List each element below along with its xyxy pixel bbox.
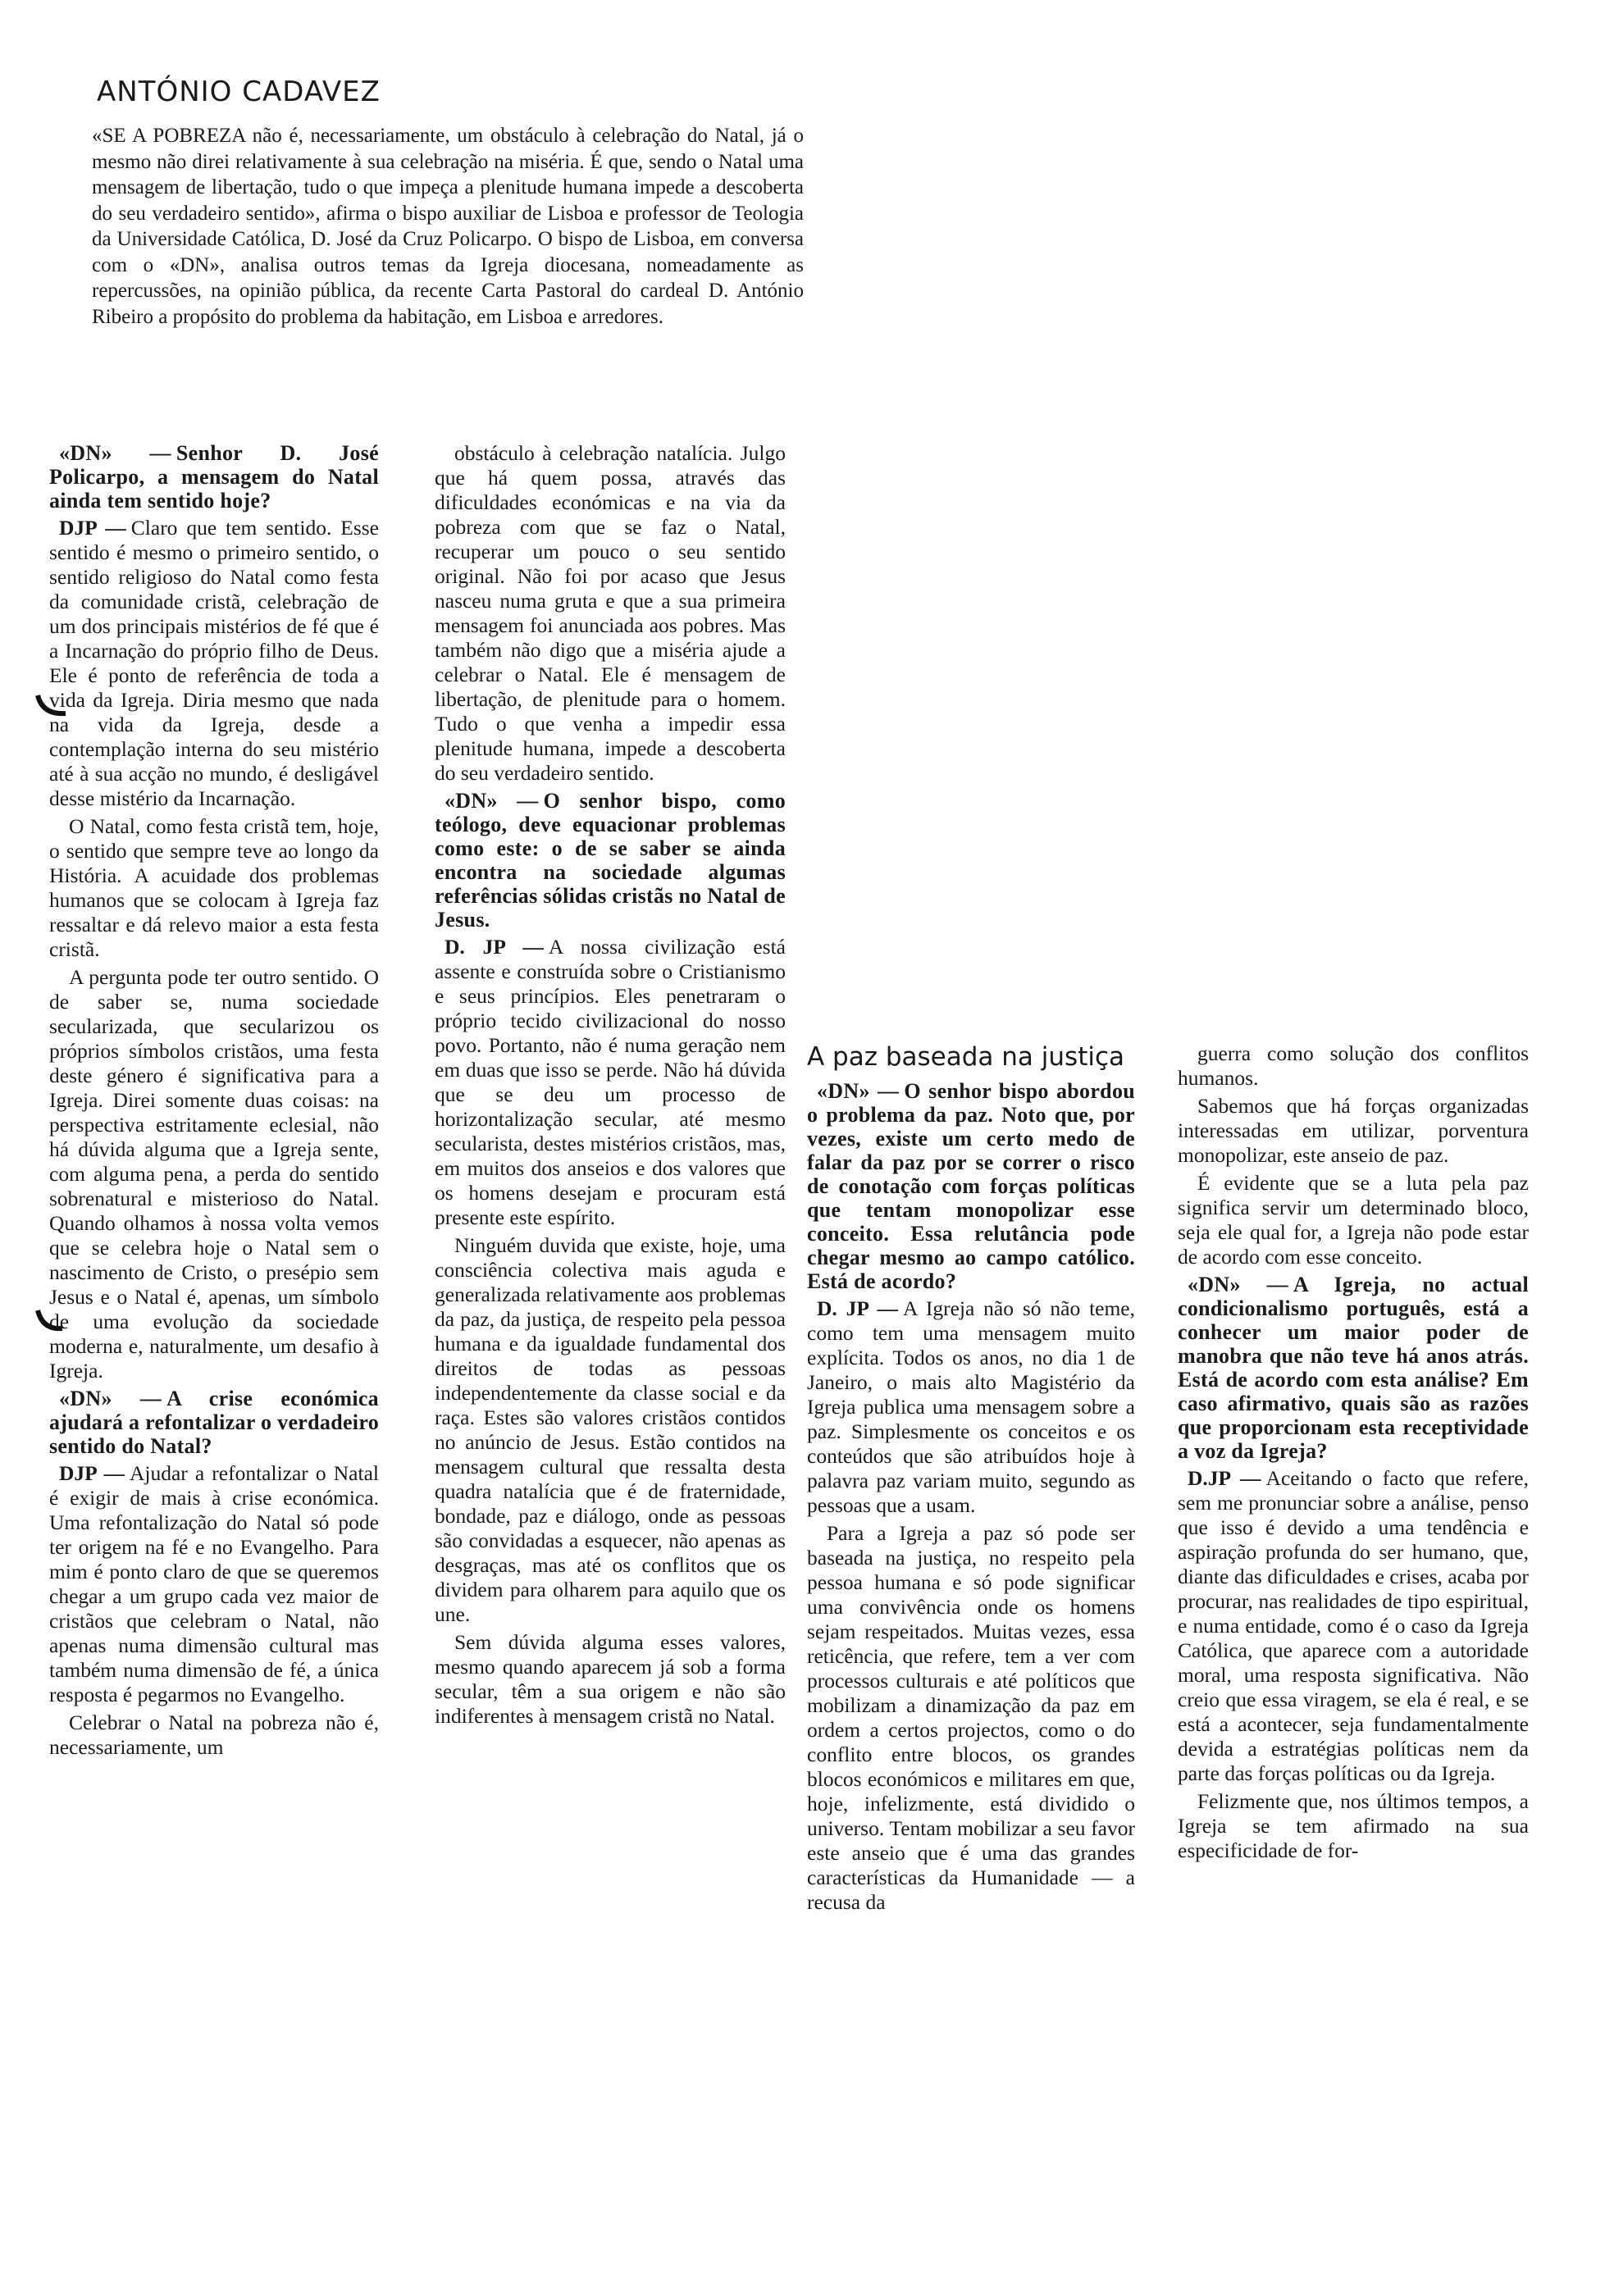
paragraph-text: A Igreja, no actual condicionalismo português, está a conhecer um maior poder de manobra que não teve há anos atrás. Está de acordo com esta análise? Em caso afirmativo, quais são as razões que proporcionam esta receptividade a voz da Igreja? xyxy=(1178,1273,1529,1463)
speaker-label: DJP — xyxy=(59,516,126,540)
speaker-label: D. JP — xyxy=(445,935,544,959)
paragraph-text: Felizmente que, nos últimos tempos, a Igreja se tem afirmado na sua especificidade de for- xyxy=(1178,1789,1529,1862)
paragraph-text: A crise económica ajudará a refontalizar o verdadeiro sentido do Natal? xyxy=(49,1387,379,1458)
scan-mark-top xyxy=(38,695,66,713)
speaker-label: «DN» — xyxy=(1188,1273,1288,1296)
paragraph-text: Ninguém duvida que existe, hoje, uma consciência colectiva mais aguda e generalizada relativamente aos problemas da paz, da justiça, de respeito pela pessoa humana e da igualdade fundamental dos direitos de todas as pessoas independentemente da classe social e da raça. Estes são valores cristãos contidos no anúncio de Jesus. Estão contidos na mensagem cultural que ressalta desta quadra natalícia que é de fraternidade, bondade, paz e diálogo, onde as pessoas são convidadas a esquecer, não apenas as desgraças, mas até os conflitos que os dividem para olharem para aquilo que os une. xyxy=(435,1233,786,1626)
paragraph-text: A pergunta pode ter outro sentido. O de saber se, numa sociedade secularizada, que secularizou os próprios símbolos cristãos, uma festa deste género é significativa para a Igreja. Direi somente duas coisas: na perspectiva estritamente eclesial, não há dúvida alguma que a Igreja sente, com alguma pena, a perda do sentido sobrenatural e misterioso do Natal. Quando olhamos à nossa volta vemos que se celebra hoje o Natal sem o nascimento de Cristo, o presépio sem Jesus e o Natal é, apenas, um símbolo de uma evolução da sociedade moderna e, naturalmente, um desafio à Igreja. xyxy=(49,965,379,1383)
paragraph-text: Para a Igreja a paz só pode ser baseada na justiça, no respeito pela pessoa humana e só pode significar uma convivência onde os homens sejam respeitados. Muitas vezes, essa reticência, que refere, tem a ver com processos culturais e até políticos que mobilizam a dinamização da paz em ordem a certos projectos, como o do conflito entre blocos, os grandes blocos económicos e militares em que, hoje, infelizmente, está dividido o universo. Tentam mobilizar a seu favor este anseio que é uma das grandes características da Humanidade — a recusa da xyxy=(807,1521,1135,1914)
paragraph-text: Sem dúvida alguma esses valores, mesmo quando aparecem já sob a forma secular, têm a sua origem e não são indiferentes à mensagem cristã no Natal. xyxy=(435,1630,786,1728)
speaker-label: D.JP — xyxy=(1188,1466,1261,1490)
article-byline: ANTÓNIO CADAVEZ xyxy=(97,75,381,108)
speaker-label: D. JP — xyxy=(817,1296,898,1320)
paragraph-text: A Igreja não só não teme, como tem uma mensagem muito explícita. Todos os anos, no dia 1 de Janeiro, o mais alto Magistério da Igreja publica uma mensagem sobre a paz. Simplesmente os conceitos e os conteúdos que são atribuídos hoje à palavra paz variam muito, segundo as pessoas que a usam. xyxy=(807,1296,1135,1517)
speaker-label: «DN» — xyxy=(445,789,539,813)
paragraph-text: A nossa civilização está assente e construída sobre o Cristianismo e seus princípios. Eles penetraram o próprio tecido civilizacional do nosso povo. Portanto, não é numa geração nem em duas que isso se perde. Não há dúvida que se deu um processo de horizontalização secular, até mesmo secularista, destes mistérios cristãos, mas, em muitos dos anseios e dos valores que os homens desejam e procuram está presente este espírito. xyxy=(435,935,786,1229)
scan-mark-bottom xyxy=(38,1310,62,1328)
paragraph-text: O Natal, como festa cristã tem, hoje, o sentido que sempre teve ao longo da História. A acuidade dos problemas humanos que se colocam à Igreja faz ressaltar e dá relevo maior a esta festa cristã. xyxy=(49,814,379,961)
paragraph-text: Claro que tem sentido. Esse sentido é mesmo o primeiro sentido, o sentido religioso do Natal como festa da comunidade cristã, celebração de um dos principais mistérios de fé que é a Incarnação do próprio filho de Deus. Ele é ponto de referência de toda a vida da Igreja. Diria mesmo que nada na vida da Igreja, desde a contemplação interna do seu mistério até à sua acção no mundo, é desligável desse mistério da Incarnação. xyxy=(49,516,379,810)
paragraph-text: Sabemos que há forças organizadas interessadas em utilizar, porventura monopolizar, este anseio de paz. xyxy=(1178,1094,1529,1167)
article-lead: «SE A POBREZA não é, necessariamente, um obstáculo à celebração do Natal, já o mesmo não direi relativamente à sua celebração na miséria. É que, sendo o Natal uma mensagem de libertação, tudo o que impeça a plenitude humana impede a descoberta do seu verdadeiro sentido», afirma o bispo auxiliar de Lisboa e professor de Teologia da Universidade Católica, D. José da Cruz Policarpo. O bispo de Lisboa, em conversa com o «DN», analisa outros temas da Igreja diocesana, nomeadamente as repercussões, na opinião pública, da recente Carta Pastoral do cardeal D. António Ribeiro a propósito do problema da habitação, em Lisboa e arredores. xyxy=(92,125,804,328)
speaker-label: «DN» — xyxy=(817,1079,900,1103)
paragraph-text: Senhor D. José Policarpo, a mensagem do Natal ainda tem sentido hoje? xyxy=(49,441,379,512)
section-subhead: A paz baseada na justiça xyxy=(807,1042,1125,1072)
paragraph-text: Aceitando o facto que refere, sem me pronunciar sobre a análise, penso que isso é devido a uma tendência e aspiração profunda do ser humano, que, diante das dificuldades e crises, acaba por procurar, nas realidades de tipo espiritual, e numa entidade, como é o caso da Igreja Católica, que aparece com a autoridade moral, uma resposta significativa. Não creio que essa viragem, se ela é real, e se está a acontecer, seja fundamentalmente devida a estratégias políticas nem da parte das forças políticas ou da Igreja. xyxy=(1178,1466,1529,1785)
speaker-label: «DN» — xyxy=(59,1387,162,1410)
paragraph-text: guerra como solução dos conflitos humanos. xyxy=(1178,1041,1529,1090)
speaker-label: DJP — xyxy=(59,1461,125,1485)
paragraph-text: O senhor bispo abordou o problema da paz. Noto que, por vezes, existe um certo medo de falar da paz por se correr o risco de conotação com forças políticas que tentam monopolizar esse conceito. Essa relutância pode chegar mesmo ao campo católico. Está de acordo? xyxy=(807,1079,1136,1293)
paragraph-text: Celebrar o Natal na pobreza não é, necessariamente, um xyxy=(49,1711,379,1759)
paragraph-text: É evidente que se a luta pela paz significa servir um determinado bloco, seja ele qual for, a Igreja não pode estar de acordo com esse conceito. xyxy=(1178,1171,1529,1269)
speaker-label: «DN» — xyxy=(59,441,171,465)
paragraph-text: Ajudar a refontalizar o Natal é exigir de mais à crise económica. Uma refontalização do Natal só pode ter origem na fé e no Evangelho. Para mim é ponto claro de que se queremos chegar a um grupo cada vez maior de cristãos que celebram o Natal, não apenas numa dimensão cultural mas também numa dimensão de fé, a única resposta é pegarmos no Evangelho. xyxy=(49,1461,379,1706)
paragraph-text: obstáculo à celebração natalícia. Julgo que há quem possa, através das dificuldades económicas e na via da pobreza com que se faz o Natal, recuperar um pouco o seu sentido original. Não foi por acaso que Jesus nasceu numa gruta e que a sua primeira mensagem foi anunciada aos pobres. Mas também não digo que a miséria ajude a celebrar o Natal. Ele é mensagem de libertação, de plenitude para o homem. Tudo o que venha a impedir essa plenitude humana, impede a descoberta do seu verdadeiro sentido. xyxy=(435,441,786,785)
paragraph-text: O senhor bispo, como teólogo, deve equacionar problemas como este: o de se saber se ainda encontra na sociedade algumas referências sólidas cristãs no Natal de Jesus. xyxy=(435,789,786,932)
